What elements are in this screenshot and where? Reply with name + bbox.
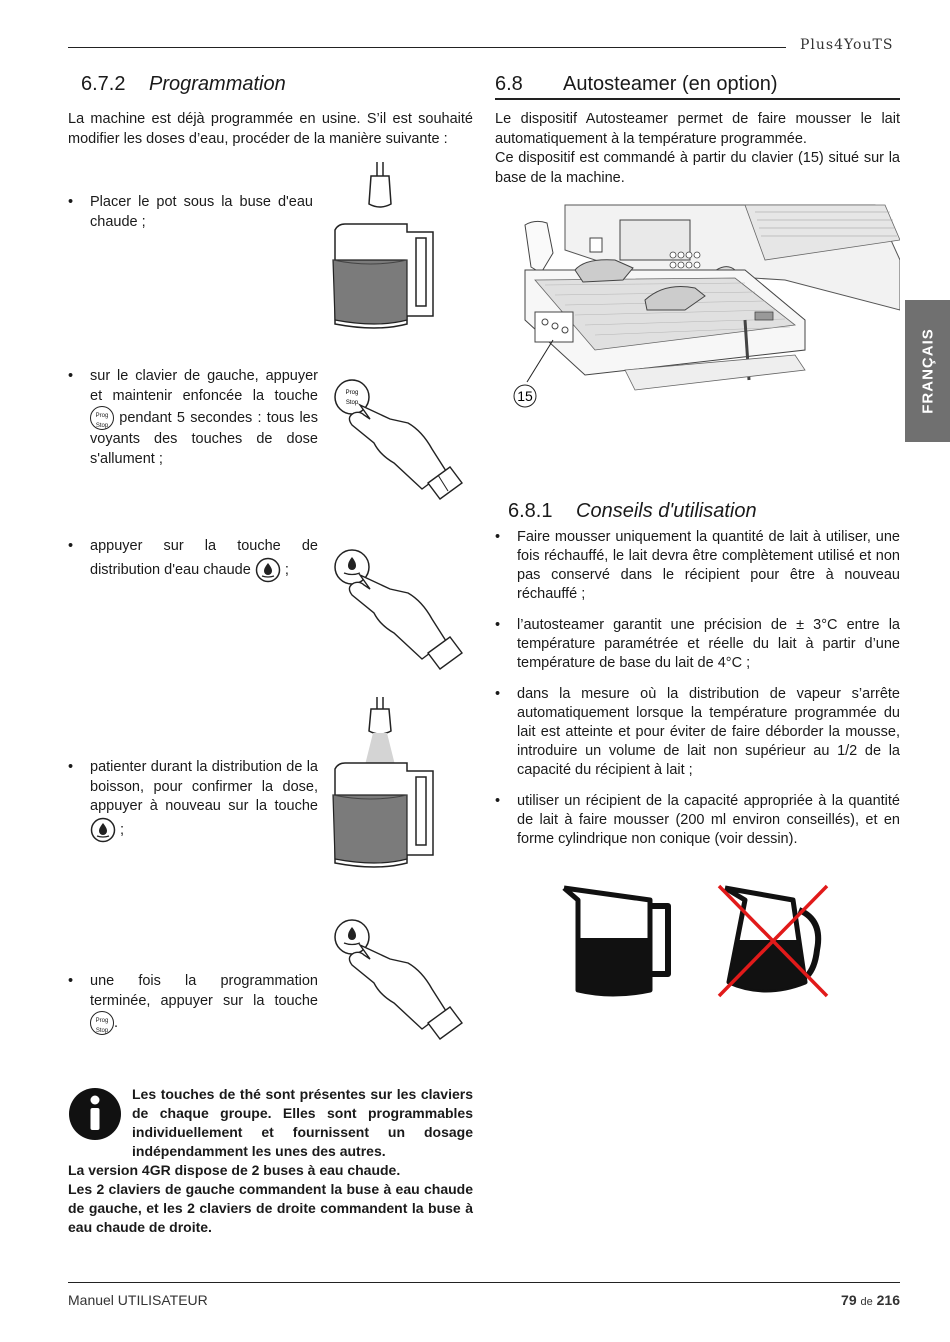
- autosteamer-intro: Le dispositif Autosteamer permet de faire mousser le lait automatiquement à la température programmée. Ce dispositif est commandé à partir du clavier (15) situé sur la base de la machine.: [495, 111, 900, 186]
- step-text: ;: [284, 561, 289, 578]
- section-heading-autosteamer: [495, 73, 778, 96]
- step-item: • appuyer sur la touche de distribution d'eau chaude ;: [68, 537, 318, 583]
- list-item: • utiliser un récipient de la capacité appropriée à la quantité de lait à faire mousser (200 ml environ conseillés), et en forme cylindrique non conique (voir dessin).: [495, 793, 900, 847]
- step-text: Placer le pot sous la buse d'eau chaude ;: [90, 194, 313, 230]
- step-item: • sur le clavier de gauche, appuyer et maintenir enfoncée la touche Prog Stop pendant 5 secondes : tous les voyants des touches de dose s'allument ;: [68, 368, 318, 467]
- jug-under-nozzle-illustration: [325, 158, 455, 338]
- prog-stop-icon: Prog Stop: [90, 1011, 114, 1035]
- svg-text:Stop: Stop: [345, 400, 359, 406]
- info-note: [68, 1085, 473, 1237]
- subsection-number: 6.8.1: [508, 500, 553, 522]
- section-rule: [495, 98, 900, 100]
- step-text: .: [114, 1014, 119, 1031]
- hot-water-icon: [255, 557, 281, 583]
- correct-pitcher-illustration: [562, 882, 677, 1000]
- nozzle-icon: [369, 162, 391, 207]
- step-text: appuyer sur la touche de distribution d'eau chaude: [90, 538, 318, 578]
- pitcher-icon: [333, 763, 433, 867]
- section-title: Autosteamer (en option): [563, 73, 778, 95]
- programmation-intro: La machine est déjà programmée en usine. S’il est souhaité modifier les doses d’eau, procéder de la manière suivante :: [68, 111, 473, 147]
- section-title: Programmation: [149, 73, 286, 95]
- manual-title: Manuel UTILISATEUR: [68, 1292, 208, 1308]
- step-item: • Placer le pot sous la buse d'eau chaude ;: [68, 193, 313, 232]
- tips-list: [495, 528, 900, 861]
- jug-filling-illustration: [325, 695, 455, 875]
- list-item: • dans la mesure où la distribution de vapeur s’arrête automatiquement lorsque la température programmée du lait est atteinte et pour éviter de faire déborder la mousse, introduire un volume de lait non supérieur au 1/2 de la capacité du récipient à lait ;: [495, 686, 900, 778]
- step-item: • une fois la programmation terminée, appuyer sur la touche Prog Stop.: [68, 973, 318, 1034]
- language-tab-label: FRANÇAIS: [919, 328, 936, 414]
- pitcher-icon: [564, 888, 668, 994]
- note-paragraph: Les 2 claviers de gauche commandent la buse à eau chaude de gauche, et les 2 claviers de droite commandent la buse à eau chaude de droite.: [68, 1181, 473, 1235]
- svg-text:Prog: Prog: [345, 390, 359, 396]
- pitcher-icon: [333, 224, 433, 328]
- section-heading-programmation: [81, 73, 286, 96]
- step-text: sur le clavier de gauche, appuyer et maintenir enfoncée la touche: [90, 368, 318, 404]
- step-item: • patienter durant la distribution de la boisson, pour confirmer la dose, appuyer à nouveau sur la touche ;: [68, 758, 318, 843]
- espresso-machine-illustration: [505, 200, 900, 415]
- callout-15: 15: [517, 388, 533, 404]
- incorrect-pitcher-illustration: [715, 882, 835, 1000]
- footer-rule: [68, 1282, 900, 1283]
- step-text: ;: [120, 821, 125, 838]
- header-rule: [68, 47, 786, 48]
- subsection-title: Conseils d'utilisation: [576, 500, 757, 522]
- prog-stop-icon: Prog Stop: [90, 406, 114, 430]
- section-number: 6.7.2: [81, 73, 126, 95]
- step-text: patienter durant la distribution de la boisson, pour confirmer la dose, appuyer à nouveau sur la touche: [90, 759, 318, 814]
- note-paragraph: La version 4GR dispose de 2 buses à eau chaude.: [68, 1162, 401, 1178]
- info-icon: [68, 1087, 122, 1141]
- nozzle-icon: [369, 697, 391, 734]
- list-item: • Faire mousser uniquement la quantité de lait à utiliser, une fois réchauffé, le lait devra être complètement utilisé et non pas conservé dans le récipient pour être à nouveau réchauffé ;: [495, 529, 900, 602]
- press-water-key-illustration: [330, 545, 465, 680]
- hand-icon: [349, 945, 462, 1039]
- page-number: 79 de 216: [841, 1292, 900, 1308]
- subsection-heading-conseils: [508, 500, 757, 523]
- section-number: 6.8: [495, 73, 523, 95]
- brand-name: Plus4YouTS: [800, 37, 894, 53]
- press-water-key-again-illustration: [330, 915, 465, 1050]
- language-tab[interactable]: [905, 300, 950, 442]
- note-paragraph: Les touches de thé sont présentes sur les claviers de chaque groupe. Elles sont programmables individuellement et fournissent un dosage indépendamment les unes des autres.: [132, 1086, 473, 1159]
- press-prog-key-illustration: [330, 375, 465, 505]
- hand-icon: [349, 405, 462, 499]
- hot-water-icon: [90, 817, 116, 843]
- list-item: • l’autosteamer garantit une précision de ± 3°C entre la température paramétrée et réelle du lait à partir d’une température de base du lait de 4°C ;: [495, 617, 900, 671]
- hand-icon: [349, 575, 462, 669]
- step-text: pendant 5 secondes : tous les voyants des touches de dose s'allument ;: [90, 409, 318, 467]
- step-text: une fois la programmation terminée, appuyer sur la touche: [90, 973, 318, 1009]
